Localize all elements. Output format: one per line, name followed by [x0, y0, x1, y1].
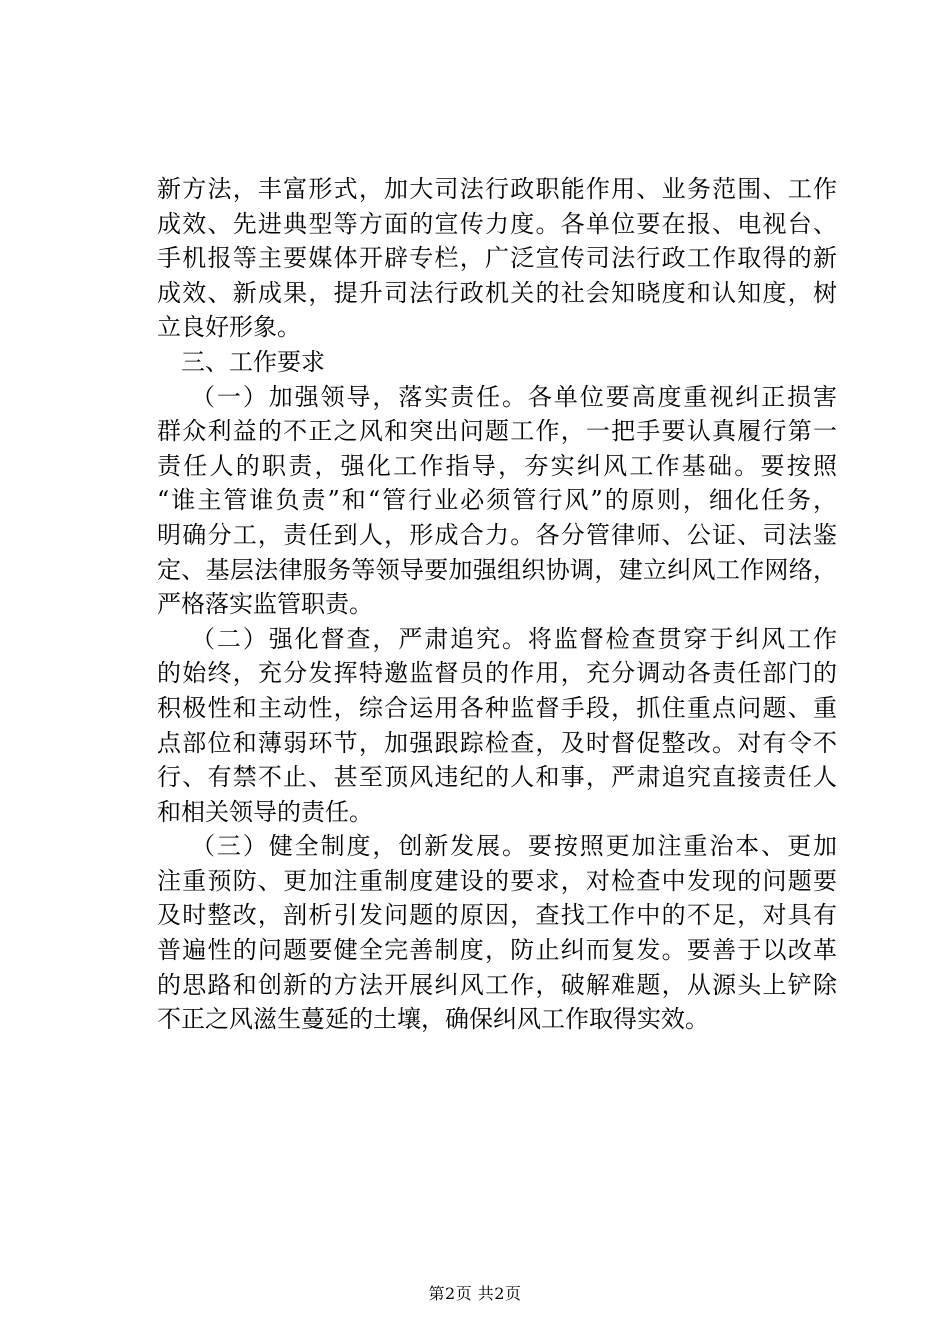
text-line: 成效、新成果，提升司法行政机关的社会知晓度和认知度，树: [157, 278, 837, 307]
page-number-footer: 第2页 共2页: [428, 1284, 522, 1303]
text-line: 明确分工，责任到人，形成合力。各分管律师、公证、司法鉴: [157, 520, 837, 549]
text-line: 积极性和主动性，综合运用各种监督手段，抓住重点问题、重: [157, 693, 837, 722]
text-line: 新方法，丰富形式，加大司法行政职能作用、业务范围、工作: [157, 175, 837, 203]
text-line: 严格落实监管职责。: [157, 590, 373, 619]
document-body: [157, 172, 837, 1037]
subsection-heading-line: （三）健全制度，创新发展。要按照更加注重治本、更加: [191, 832, 837, 861]
text-line: 行、有禁不止、甚至顶风违纪的人和事，严肃追究直接责任人: [157, 763, 837, 792]
subsection-heading-line: （一）加强领导，落实责任。各单位要高度重视纠正损害: [191, 382, 837, 411]
text-line: 责任人的职责，强化工作指导，夯实纠风工作基础。要按照: [157, 451, 837, 480]
section-heading: 三、工作要求: [181, 347, 325, 376]
text-line: 的始终，充分发挥特邀监督员的作用，充分调动各责任部门的: [157, 659, 837, 688]
text-line: 成效、先进典型等方面的宣传力度。各单位要在报、电视台、: [157, 209, 837, 238]
text-line: 普遍性的问题要健全完善制度，防止纠而复发。要善于以改革: [157, 936, 837, 965]
text-line: 及时整改，剖析引发问题的原因，查找工作中的不足，对具有: [157, 901, 837, 930]
text-line: 定、基层法律服务等领导要加强组织协调，建立纠风工作网络，: [157, 555, 837, 584]
text-line: 和相关领导的责任。: [157, 797, 373, 826]
text-line: 手机报等主要媒体开辟专栏，广泛宣传司法行政工作取得的新: [157, 244, 837, 273]
text-line: 不正之风滋生蔓延的土壤，确保纠风工作取得实效。: [157, 1005, 709, 1034]
text-line: 群众利益的不正之风和突出问题工作，一把手要认真履行第一: [157, 417, 837, 446]
subsection-heading-line: （二）强化督查，严肃追究。将监督检查贯穿于纠风工作: [191, 624, 837, 653]
text-line: “谁主管谁负责”和“管行业必须管行风”的原则，细化任务，: [157, 486, 837, 515]
text-line: 立良好形象。: [157, 313, 301, 342]
text-line: 的思路和创新的方法开展纠风工作，破解难题，从源头上铲除: [157, 970, 837, 999]
text-line: 注重预防、更加注重制度建设的要求，对检查中发现的问题要: [157, 866, 837, 895]
text-line: 点部位和薄弱环节，加强跟踪检查，及时督促整改。对有令不: [157, 728, 837, 757]
